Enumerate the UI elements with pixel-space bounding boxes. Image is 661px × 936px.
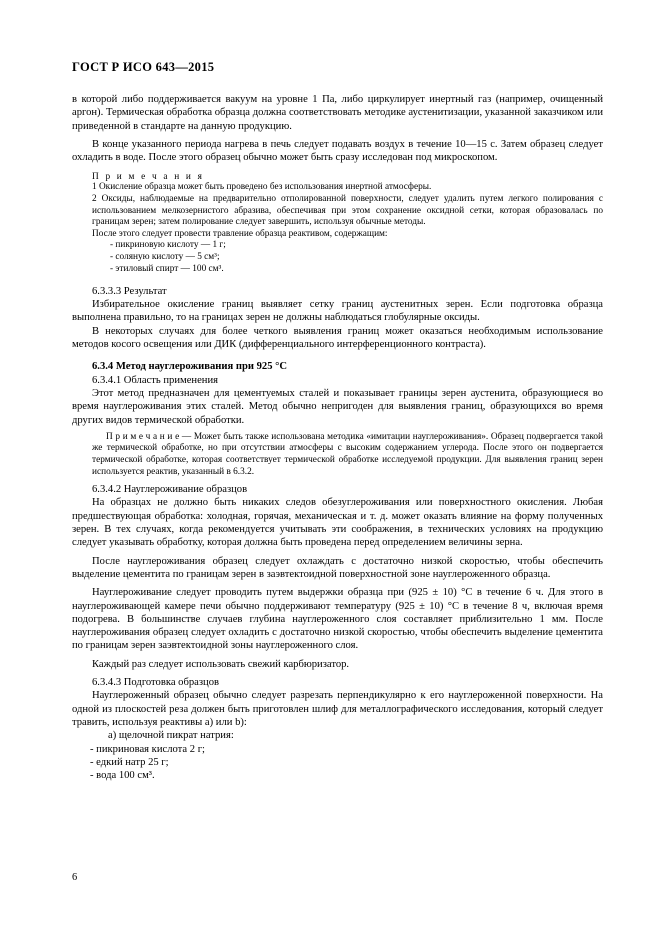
list-item-a: a) щелочной пикрат натрия: — [108, 730, 234, 742]
notes-heading: П р и м е ч а н и я — [92, 172, 205, 183]
clause-6-3-4-title: 6.3.4 Метод науглероживания при 925 °С — [92, 361, 288, 373]
reagent-item-2: - соляную кислоту — 5 см³; — [110, 252, 220, 263]
note-1: 1 Окисление образца может быть проведено без использования инертной атмосферы. — [92, 182, 432, 193]
clause-6-3-4-2-para-2: После науглероживания образец следует охлаждать с достаточно низкой скоростью, чтобы обеспечить выделение цементита по границам зерен в заэвтектоидной поверхностной зоне науглероженного образца. — [72, 555, 603, 580]
list-item-a-2: - едкий натр 25 г; — [90, 756, 169, 768]
clause-6-3-4-3-title: 6.3.4.3 Подготовка образцов — [92, 677, 220, 689]
clause-6-3-4-2-para-4: Каждый раз следует использовать свежий карбюризатор. — [92, 658, 350, 670]
clause-6-3-4-2-title: 6.3.4.2 Науглероживание образцов — [92, 484, 248, 496]
list-item-a-3: - вода 100 см³. — [90, 770, 155, 782]
page-number: 6 — [72, 872, 78, 883]
clause-6-3-4-2-para-1: На образцах не должно быть никаких следов обезуглероживания или поверхностного окисления. Любая предшествующая обработка: холодная, горячая, механическая и т. д. может оказать влияние на форму полученных зерен. В тех случаях, когда рекомендуется учитывать эти соображения, в технических условиях на продукцию следует указывать обработку, которая должна быть проведена перед определением величины зерна. — [72, 497, 603, 549]
clause-6-3-4-1-para-1: Этот метод предназначен для цементуемых сталей и показывает границы зерен аустенита, образующиеся во время науглероживания этих сталей. Метод обычно непригоден для выявления границ, образующихся во время других видов термической обработки. — [72, 387, 603, 426]
clause-6-3-3-3-para-1: Избирательное окисление границ выявляет сетку границ аустенитных зерен. Если подготовка образца выполнена правильно, то на границах зерен не должны наблюдаться глобулярные оксиды. — [72, 299, 603, 324]
clause-6-3-4-2-para-3: Науглероживание следует проводить путем выдержки образца при (925 ± 10) °С в течение 6 ч. Для этого в науглероживающей камере печи обычно поддерживают температуру (925 ± 10) °С в течение 8 ч, включая время подогрева. В большинстве случаев глубина науглероженного слоя составляет приблизительно 1 мм. После науглероживания образец следует охладить с достаточно низкой скоростью, чтобы обеспечить выделение цементита по границам зерен заэвтектоидной зоны науглероженного слоя. — [72, 587, 603, 652]
clause-6-3-4-3-para-1: Науглероженный образец обычно следует разрезать перпендикулярно к его науглероженной поверхности. На одной из плоскостей реза должен быть приготовлен шлиф для металлографического исследования, который следует травить, используя реактивы a) или b): — [72, 690, 603, 728]
clause-6-3-3-3-title: 6.3.3.3 Результат — [92, 285, 167, 297]
list-item-a-1: - пикриновая кислота 2 г; — [90, 743, 205, 755]
page-header: ГОСТ Р ИСО 643—2015 — [72, 60, 215, 74]
paragraph-heating: В конце указанного периода нагрева в печь следует подавать воздух в течение 10—15 с. Затем образец следует охладить в воде. После этого образец обычно может быть сразу исследован под микроскопом. — [72, 138, 603, 164]
reagent-item-3: - этиловый спирт — 100 см³. — [110, 264, 224, 275]
paragraph-intro: в которой либо поддерживается вакуум на уровне 1 Па, либо циркулирует инертный газ (например, очищенный аргон). Термическая обработка образца должна соответствовать методике аустенитизации, указанной заказчиком или приведенной в стандарте на данную продукцию. — [72, 94, 603, 132]
clause-6-3-4-1-title: 6.3.4.1 Область применения — [92, 374, 218, 386]
clause-6-3-4-1-note: П р и м е ч а н и е — Может быть также использована методика «имитации науглероживания». Образец подвергается такой же термической обработке, но при отсутствии атмосферы с высоким содержанием углерода. После этого он подвергается термической обработке, которая соответствует термической обработке исследуемой продукции. Для выявления границ зерен используется реактив, указанный в 6.3.2. — [92, 431, 603, 477]
reagent-item-1: - пикриновую кислоту — 1 г; — [110, 240, 226, 251]
note-2-continued: После этого следует провести травление образца реактивом, содержащим: — [92, 228, 388, 239]
note-2: 2 Оксиды, наблюдаемые на предварительно отполированной поверхности, следует удалить путем легкого полирования с использованием мелкозернистого абразива, обеспечивая при этом сохранение оксидной сетки, которая образовалась по границам зерен; затем полирование следует завершить, используя обычные методы. — [92, 194, 603, 228]
clause-6-3-3-3-para-2: В некоторых случаях для более четкого выявления границ может оказаться необходимым использование методов косого освещения или ДИК (дифференциального интерференционного контраста). — [72, 325, 603, 351]
